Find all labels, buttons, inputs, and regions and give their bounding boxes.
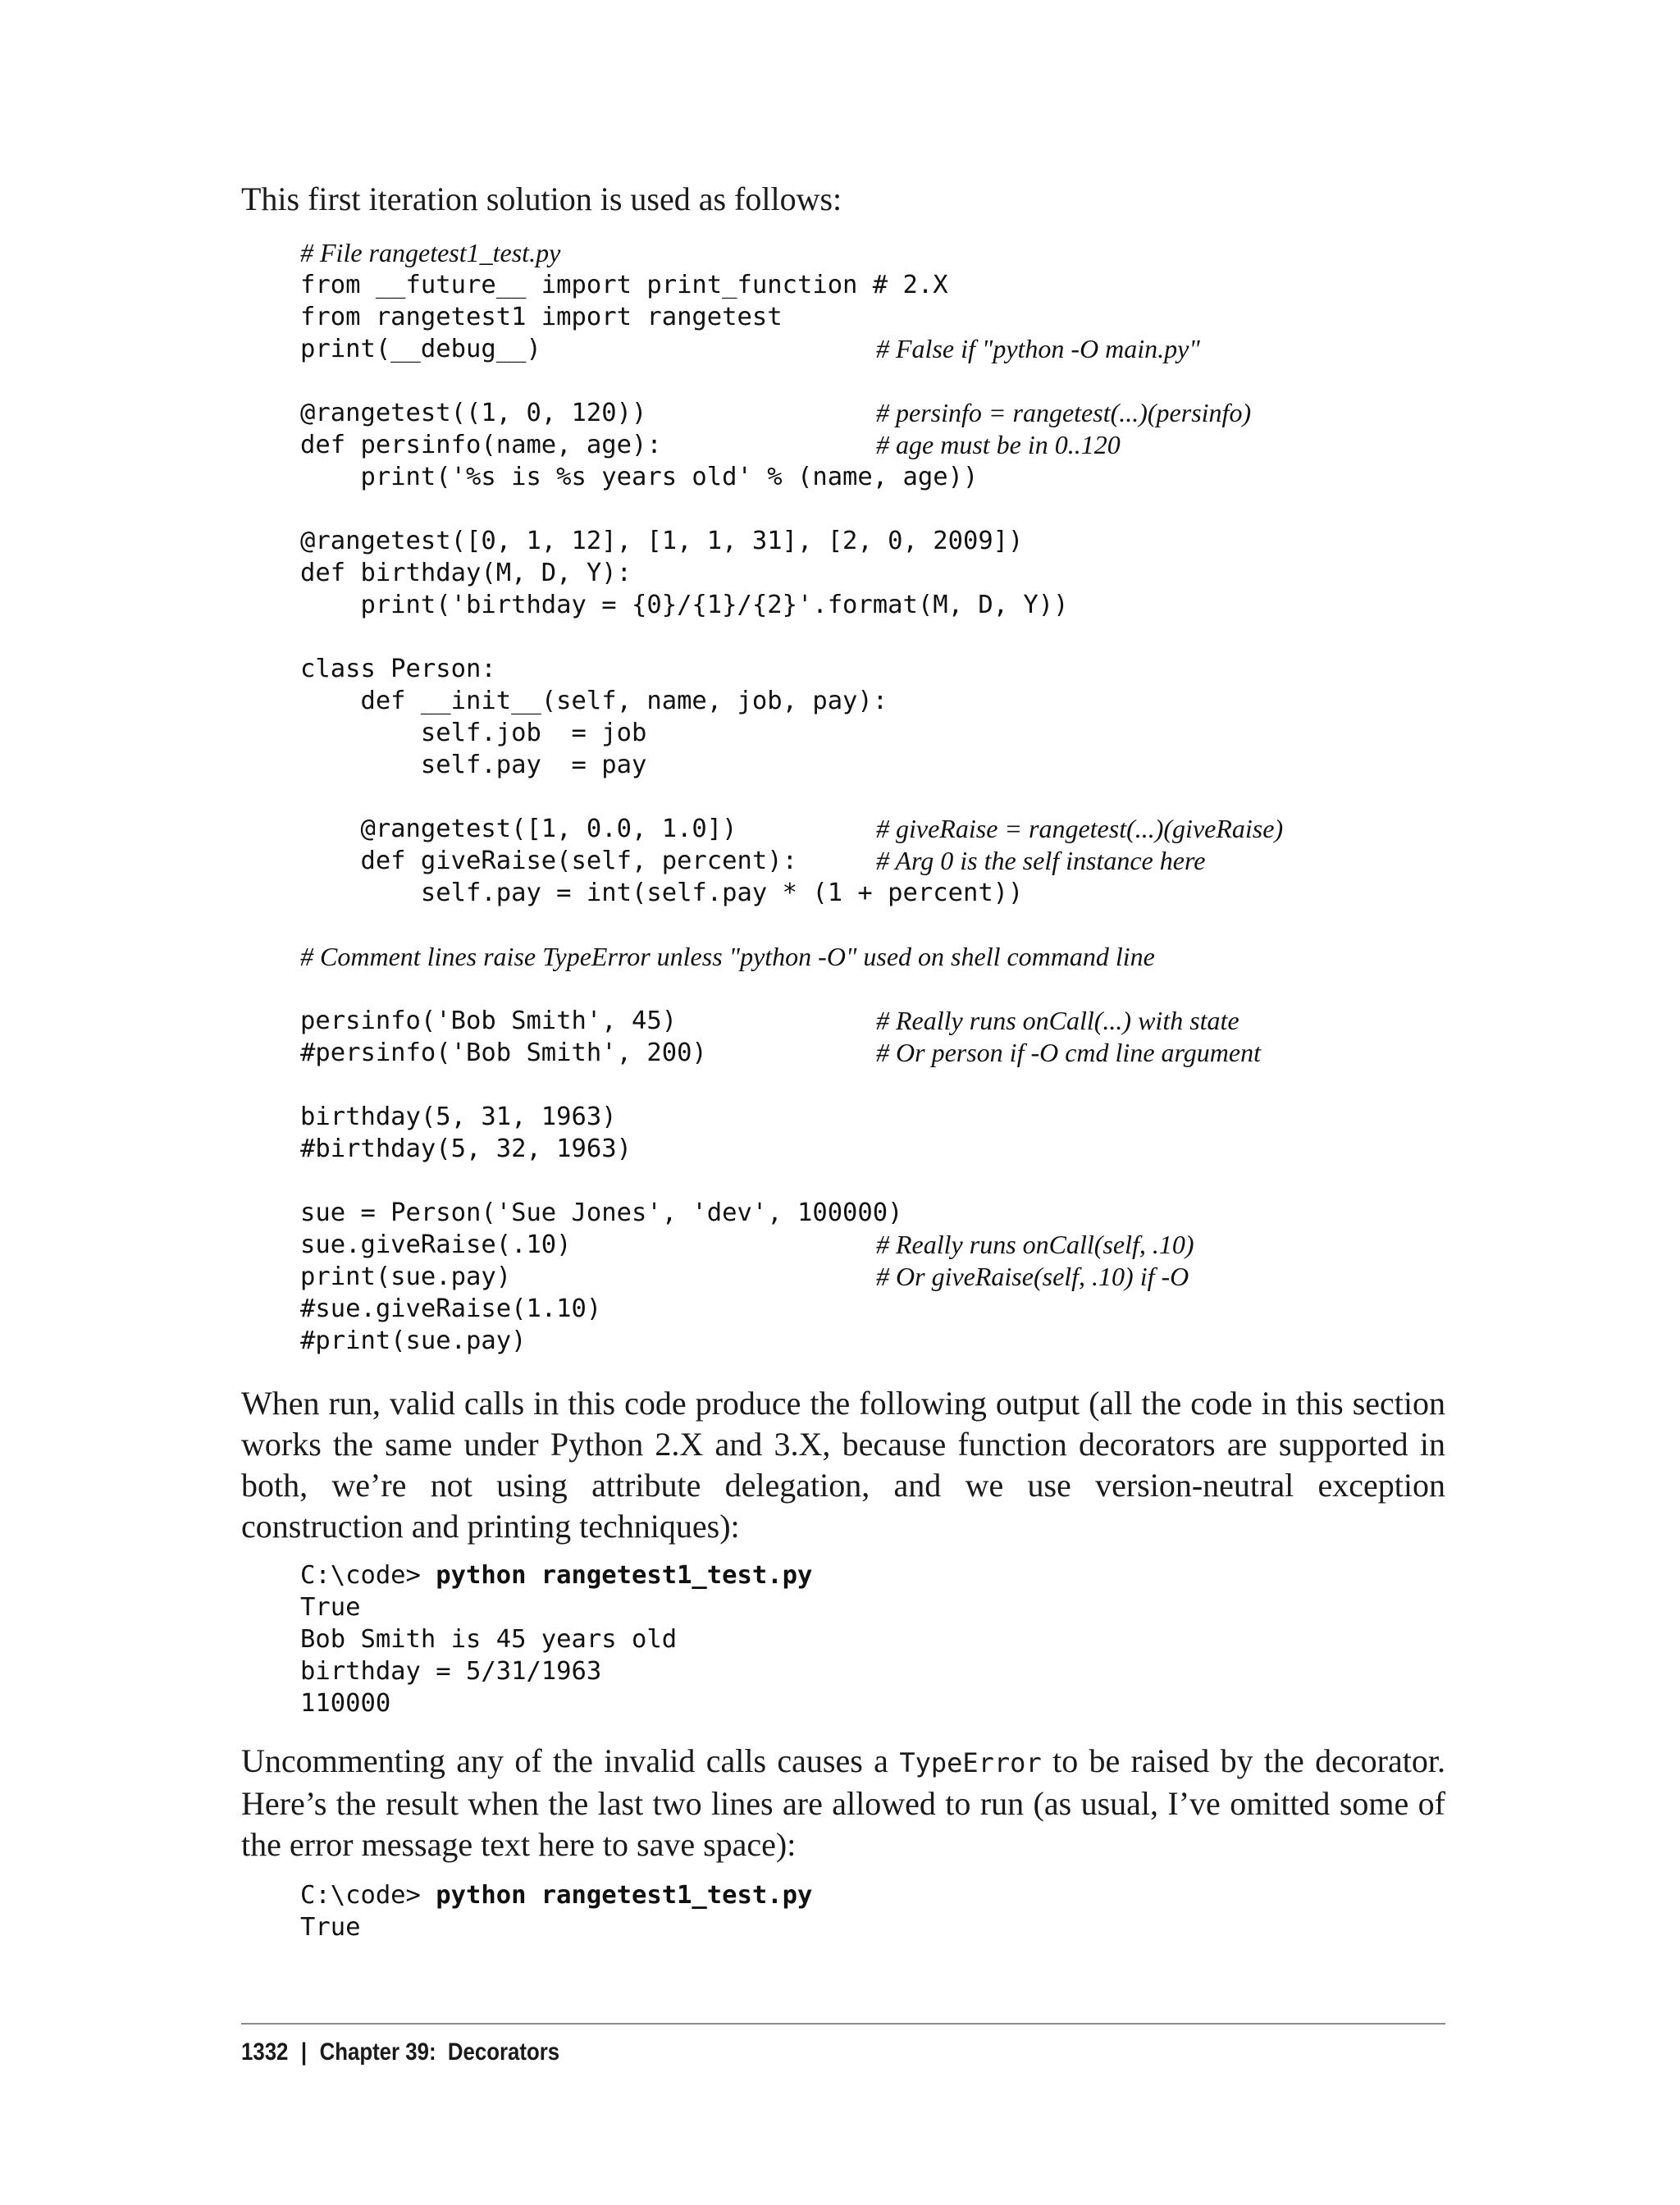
footer-divider: [241, 2023, 1445, 2025]
paragraph-text: Uncommenting any of the invalid calls causes a: [241, 1742, 900, 1779]
code-line: [300, 301, 1465, 333]
code-line: [300, 461, 1465, 493]
code-comment: # Really runs onCall(...) with state: [876, 1006, 1239, 1035]
code-blank-line: [300, 365, 1465, 397]
code-text: self.pay = int(self.pay * (1 + percent)): [300, 879, 1024, 907]
code-comment: # Or giveRaise(self, .10) if -O: [876, 1262, 1189, 1291]
code-text: sue = Person('Sue Jones', 'dev', 100000): [300, 1198, 903, 1227]
code-blank-line: [300, 781, 1465, 813]
code-comment: # File rangetest1_test.py: [300, 238, 561, 267]
code-text: self.job = job: [300, 719, 647, 747]
code-line: [300, 1037, 1465, 1069]
page-number: 1332: [241, 2038, 289, 2066]
code-comment: # False if "python -O main.py": [876, 334, 1200, 363]
code-line: [300, 717, 1465, 749]
code-text: def __init__(self, name, job, pay):: [300, 687, 888, 715]
output-line: 110000: [300, 1689, 391, 1718]
code-line: [300, 1229, 1465, 1261]
code-text: birthday(5, 31, 1963): [300, 1102, 617, 1131]
code-text: #sue.giveRaise(1.10): [300, 1294, 602, 1323]
code-blank-line: [300, 973, 1465, 1005]
shell-command-line: [300, 1559, 1465, 1591]
code-line: [300, 333, 1465, 365]
code-text: persinfo('Bob Smith', 45): [300, 1007, 678, 1035]
code-text: class Person:: [300, 655, 496, 683]
code-comment: # Or person if -O cmd line argument: [876, 1038, 1261, 1067]
code-comment: # Comment lines raise TypeError unless "python -O" used on shell command line: [300, 942, 1155, 971]
code-text: #persinfo('Bob Smith', 200): [300, 1039, 707, 1067]
code-blank-line: [300, 1069, 1465, 1101]
uncomment-paragraph: [241, 1741, 1445, 1865]
paragraph-text: to be raised by the decorator. Here’s the result when the last two lines are allowed to run (as usual, I’ve omitted some of the error message text here to save space):: [241, 1742, 1445, 1863]
code-comment: # persinfo = rangetest(...)(persinfo): [876, 398, 1252, 427]
code-comment: # Really runs onCall(self, .10): [876, 1230, 1194, 1259]
output-line: True: [300, 1593, 361, 1622]
output-listing-1: [300, 1559, 1465, 1719]
code-text: sue.giveRaise(.10): [300, 1230, 572, 1259]
shell-command-line: [300, 1879, 1465, 1911]
code-comment: # Arg 0 is the self instance here: [876, 846, 1206, 875]
output-line: birthday = 5/31/1963: [300, 1657, 602, 1686]
code-line: [300, 1101, 1465, 1133]
code-text: def birthday(M, D, Y):: [300, 559, 632, 587]
code-line: [300, 813, 1465, 845]
code-text: #birthday(5, 32, 1963): [300, 1134, 632, 1163]
code-text: def giveRaise(self, percent):: [300, 847, 797, 875]
shell-prompt: C:\code>: [300, 1881, 436, 1910]
code-line: [300, 589, 1465, 621]
code-line: [300, 1197, 1465, 1229]
footer-separator: |: [300, 2038, 308, 2066]
code-text: @rangetest([0, 1, 12], [1, 1, 31], [2, 0, 2009]): [300, 527, 1024, 555]
run-output-paragraph: When run, valid calls in this code produce the following output (all the code in this section works the same under Python 2.X and 3.X, because function decorators are supported in both, we’re not using attribute delegation, and we use version-neutral exception construction and printing techniques):: [241, 1385, 1445, 1545]
page-footer: [241, 2038, 559, 2067]
code-line: [300, 237, 1465, 269]
code-text: self.pay = pay: [300, 751, 647, 779]
output-line: True: [300, 1913, 361, 1942]
intro-paragraph: This first iteration solution is used as follows:: [241, 180, 842, 217]
code-blank-line: [300, 493, 1465, 525]
code-line: [300, 685, 1465, 717]
code-line: [300, 877, 1465, 909]
code-listing-rangetest1-test: [300, 237, 1465, 1357]
code-line: [300, 1261, 1465, 1293]
code-comment: # giveRaise = rangetest(...)(giveRaise): [876, 814, 1284, 843]
code-line: [300, 653, 1465, 685]
shell-prompt: C:\code>: [300, 1561, 436, 1590]
code-line: [300, 845, 1465, 877]
code-line: [300, 557, 1465, 589]
code-text: print(sue.pay): [300, 1262, 512, 1291]
code-line: [300, 749, 1465, 781]
code-blank-line: [300, 1165, 1465, 1197]
code-line: [300, 429, 1465, 461]
chapter-title: Chapter 39: Decorators: [319, 2038, 560, 2066]
output-line: Bob Smith is 45 years old: [300, 1625, 678, 1654]
code-text: def persinfo(name, age):: [300, 431, 662, 459]
code-text: #print(sue.pay): [300, 1326, 527, 1355]
code-line: [300, 269, 1465, 301]
code-line: [300, 1325, 1465, 1357]
code-line: [300, 1133, 1465, 1165]
code-comment: # age must be in 0..120: [876, 430, 1121, 459]
shell-command: python rangetest1_test.py: [436, 1881, 813, 1910]
code-text: @rangetest([1, 0.0, 1.0]): [300, 815, 737, 843]
code-line: [300, 1005, 1465, 1037]
code-text: from rangetest1 import rangetest: [300, 303, 783, 331]
inline-code-typeerror: TypeError: [899, 1747, 1042, 1778]
code-text: print('%s is %s years old' % (name, age)): [300, 463, 979, 491]
code-line: [300, 525, 1465, 557]
code-text: from __future__ import print_function # 2.X: [300, 271, 948, 299]
code-blank-line: [300, 909, 1465, 941]
code-text: print(__debug__): [300, 335, 541, 363]
shell-command: python rangetest1_test.py: [436, 1561, 813, 1590]
code-blank-line: [300, 621, 1465, 653]
code-text: @rangetest((1, 0, 120)): [300, 399, 647, 427]
code-line: [300, 1293, 1465, 1325]
code-line: [300, 941, 1465, 973]
output-listing-2: [300, 1879, 1465, 1943]
code-text: print('birthday = {0}/{1}/{2}'.format(M, D, Y)): [300, 591, 1069, 619]
code-line: [300, 397, 1465, 429]
